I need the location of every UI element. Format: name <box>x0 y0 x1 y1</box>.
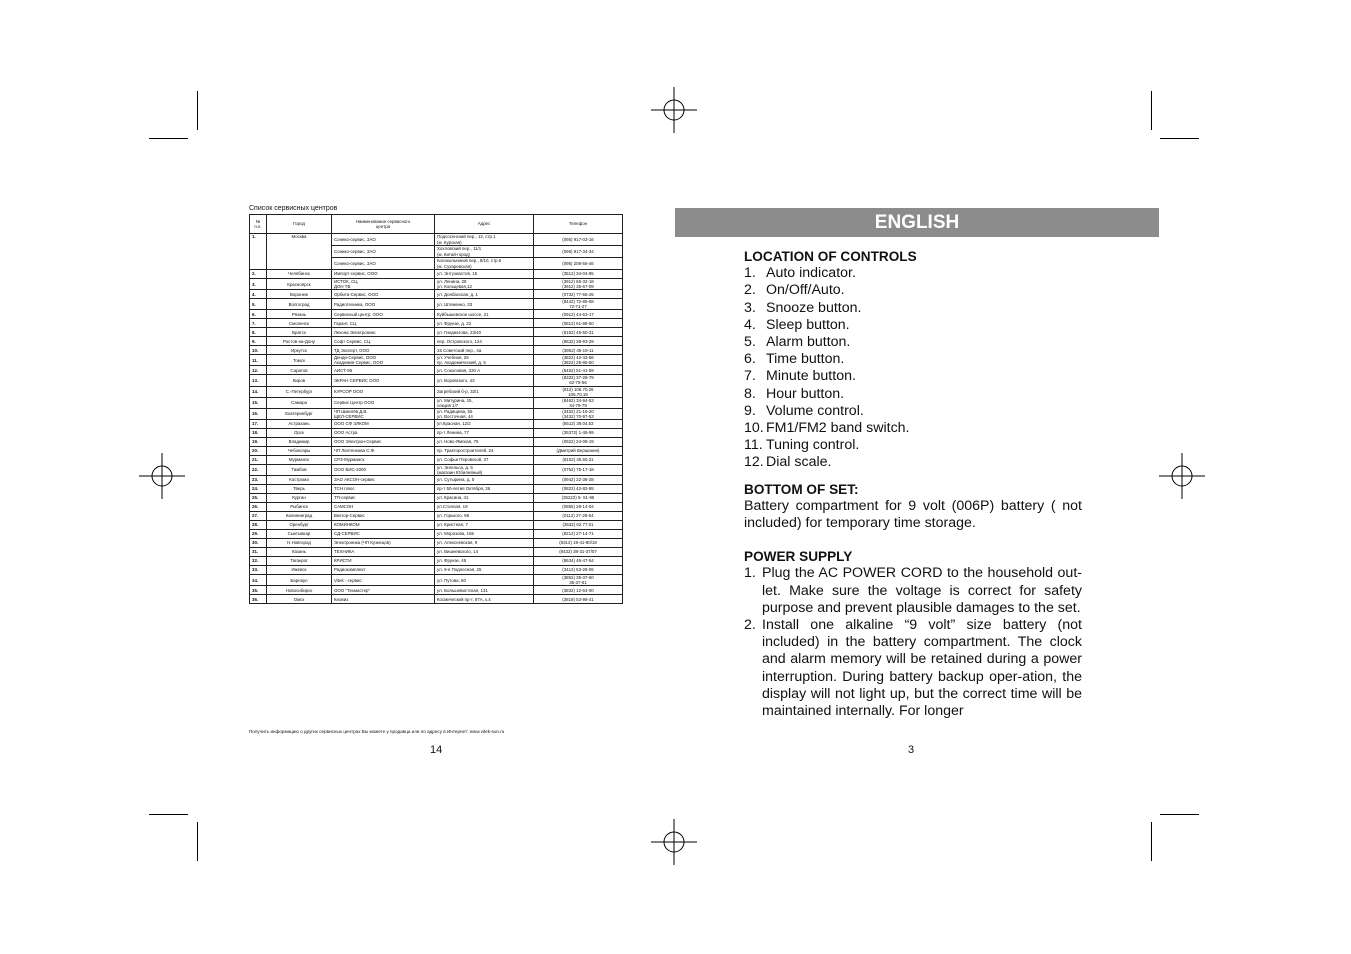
crop-mark <box>1160 138 1199 139</box>
table-cell: пр. Тракторостроителей, 24 <box>435 446 534 455</box>
table-header-cell: Наименование сервисного центра <box>332 215 435 234</box>
registration-mark-icon <box>651 819 697 865</box>
item-number: 3. <box>744 299 756 316</box>
table-cell: 16. <box>250 408 267 419</box>
table-cell: ул. Энгельса, д. 5 (магазин Юбилейный) <box>435 464 534 475</box>
table-cell: ул.Стоялая, 19 <box>435 503 534 512</box>
table-header-cell: № п.п. <box>250 215 267 234</box>
table-cell: (8212) 27-14-71 <box>534 530 623 539</box>
table-cell: (3819) 53-98-41 <box>534 595 623 604</box>
table-cell: Таганрог <box>267 557 332 566</box>
registration-mark-icon <box>1159 453 1205 499</box>
table-cell: ООО Электрон-Сервис <box>332 437 435 446</box>
item-text: Tuning control. <box>766 437 860 454</box>
table-cell: ул. Ново-Ямская, 75 <box>435 437 534 446</box>
table-row <box>250 557 623 566</box>
item-text: Snooze button. <box>766 299 862 316</box>
page-number-left: 14 <box>430 744 443 756</box>
table-cell: 22. <box>250 464 267 475</box>
list-item <box>744 368 1082 385</box>
power-list <box>744 565 1082 720</box>
table-cell: (8442) 72-85-58 72-71-27 <box>534 299 623 310</box>
table-cell: ООО БИС-2000 <box>332 464 435 475</box>
table-cell: Екатеринбург <box>267 408 332 419</box>
list-item <box>744 334 1082 351</box>
item-number: 5. <box>744 334 756 351</box>
table-row <box>250 397 623 408</box>
power-heading: POWER SUPPLY <box>744 549 853 565</box>
table-cell: Импорт-сервис, ООО <box>332 270 435 279</box>
bottom-text: Battery compartment for 9 volt (006P) battery ( not included) for temporary time storage. <box>744 497 1082 532</box>
table-cell: Денди-Сервис, ООО Академия Сервис, ООО <box>332 355 435 366</box>
table-cell: ул. Гиндиатова, 23/40 <box>435 328 534 337</box>
table-cell: 32. <box>250 557 267 566</box>
table-row <box>250 530 623 539</box>
table-row <box>250 437 623 446</box>
table-row <box>250 299 623 310</box>
table-cell: Москва <box>267 234 332 270</box>
table-cell: Гарант, СЦ <box>332 319 435 328</box>
table-cell: ул.Красная, 12/2 <box>435 419 534 428</box>
table-cell: Саратов <box>267 366 332 375</box>
table-cell: ул. Воровского, 43 <box>435 375 534 386</box>
table-cell: Ижевск <box>267 566 332 575</box>
table-cell: Самара <box>267 397 332 408</box>
crop-mark <box>149 814 188 815</box>
table-cell: ул. Горького, 98 <box>435 512 534 521</box>
table-cell: (812) 106.70.26 106.70.19 <box>534 386 623 397</box>
table-cell: (8152) 45-50-31 <box>534 328 623 337</box>
table-cell: (0942) 22-36-28 <box>534 476 623 485</box>
table-row <box>250 485 623 494</box>
table-cell: (3822) 42-43-56 (3822) 25-85-50 <box>534 355 623 366</box>
table-row <box>250 310 623 319</box>
table-cell: Сыктывкар <box>267 530 332 539</box>
table-cell: ЧП Шмелёв Д.В. ЩЕЛ-СЕРВИС <box>332 408 435 419</box>
table-cell: Барнаул <box>267 575 332 586</box>
item-text: Volume control. <box>766 402 864 419</box>
table-cell: (0822) 42-82-95 <box>534 485 623 494</box>
table-cell: Чебоксары <box>267 446 332 455</box>
table-cell: (095) 917-03-16 <box>534 234 623 246</box>
item-number: 6. <box>744 351 756 368</box>
table-cell: (0912) 44-63-17 <box>534 310 623 319</box>
table-cell: 10. <box>250 346 267 355</box>
table-cell: Новосибирск <box>267 586 332 595</box>
registration-mark-icon <box>139 453 185 499</box>
table-header-cell: Адрес <box>435 215 534 234</box>
list-item <box>744 403 1082 420</box>
table-cell: 31. <box>250 548 267 557</box>
registration-mark-icon <box>651 87 697 133</box>
table-cell: ул. Штеменко, 33 <box>435 299 534 310</box>
table-cell: (3512) 34-04-95 <box>534 270 623 279</box>
table-row <box>250 375 623 386</box>
table-cell: (8312) 19-41-80/18 <box>534 539 623 548</box>
table-cell: С.-Петербург <box>267 386 332 397</box>
service-footer-note: Получить информацию о других сервисных центрах Вы можете у продавца или по адресу в Интернет: www.vitek-sun.ru <box>249 729 505 734</box>
table-cell: 23. <box>250 476 267 485</box>
table-cell: (0855) 28-14-04 <box>534 503 623 512</box>
crop-mark <box>1160 814 1199 815</box>
table-cell: Кновиз <box>332 595 435 604</box>
table-cell: Н.Новгород <box>267 539 332 548</box>
table-cell: ЭКРАН СЕРВИС ООО <box>332 375 435 386</box>
item-text: Dial scale. <box>766 454 832 471</box>
controls-list <box>744 265 1082 471</box>
table-row <box>250 446 623 455</box>
item-number: 11. <box>744 437 763 454</box>
table-cell: 1. <box>250 234 267 270</box>
item-number: 2. <box>744 282 756 299</box>
table-row <box>250 586 623 595</box>
item-number: 1. <box>744 565 756 582</box>
table-cell: ул. Вишневского, 14 <box>435 548 534 557</box>
table-header-cell: Город <box>267 215 332 234</box>
list-item <box>744 300 1082 317</box>
table-cell: 21. <box>250 455 267 464</box>
table-cell: ООО "Техмастер" <box>332 586 435 595</box>
controls-heading: LOCATION OF CONTROLS <box>744 249 917 264</box>
table-cell: АИСТ-95 <box>332 366 435 375</box>
table-cell: Смоленск <box>267 319 332 328</box>
list-item <box>744 351 1082 368</box>
table-row <box>250 386 623 397</box>
page-number-right: 3 <box>908 744 915 756</box>
table-cell: 12. <box>250 366 267 375</box>
table-cell: СРЗ-Мурманск <box>332 455 435 464</box>
table-cell: Лекона Электроникс <box>332 328 435 337</box>
table-cell: ул. Красина, 41 <box>435 494 534 503</box>
table-cell: ТСН плюс <box>332 485 435 494</box>
table-cell: 25. <box>250 494 267 503</box>
table-row <box>250 290 623 299</box>
table-cell: ТЕХНИКА <box>332 548 435 557</box>
table-cell: 15 Советский пер., 4а <box>435 346 534 355</box>
table-cell: Тамбов <box>267 464 332 475</box>
table-cell: Электроника (ЧП Кузнецов) <box>332 539 435 548</box>
table-cell: ул. Фрунзе, д. 22 <box>435 319 534 328</box>
table-row <box>250 494 623 503</box>
table-cell: КОМИНКОМ <box>332 521 435 530</box>
table-cell: 29. <box>250 530 267 539</box>
list-item <box>744 617 1082 720</box>
table-row <box>250 419 623 428</box>
table-row <box>250 548 623 557</box>
table-cell: (35372) 1-45-99 <box>534 428 623 437</box>
table-cell: 24. <box>250 485 267 494</box>
table-cell: Радиокомплект <box>332 566 435 575</box>
table-row <box>250 355 623 366</box>
table-row <box>250 346 623 355</box>
table-cell: 35. <box>250 586 267 595</box>
crop-mark <box>149 138 188 139</box>
table-cell: 30. <box>250 539 267 548</box>
item-number: 2. <box>744 617 756 634</box>
table-cell: (35222) 5- 51-95 <box>534 494 623 503</box>
list-item <box>744 386 1082 403</box>
table-cell: 15. <box>250 397 267 408</box>
table-cell: (8152) 45.50.31 <box>534 455 623 464</box>
table-cell: Калининград <box>267 512 332 521</box>
table-cell: 36. <box>250 595 267 604</box>
table-cell: Волгоград <box>267 299 332 310</box>
list-item <box>744 565 1082 617</box>
table-row <box>250 319 623 328</box>
table-cell: ТД Эксперт, ООО <box>332 346 435 355</box>
table-cell: Загребский б-р, 33/1 <box>435 386 534 397</box>
table-cell: 6. <box>250 310 267 319</box>
table-cell: ул. Энтузиастов, 15 <box>435 270 534 279</box>
table-cell: Братск <box>267 328 332 337</box>
table-row <box>250 455 623 464</box>
table-cell: 20. <box>250 446 267 455</box>
item-text: Plug the AC POWER CORD to the household out-let. Make sure the voltage is correct for safety purpose and prevent plausible damages to the set. <box>762 565 1082 616</box>
table-cell: 4. <box>250 290 267 299</box>
table-cell: Куйбышевское шоссе, 21 <box>435 310 534 319</box>
table-cell: Рыбинск <box>267 503 332 512</box>
table-cell: (3852) 35-37-50 35-37-51 <box>534 575 623 586</box>
crop-mark <box>1151 822 1152 861</box>
table-cell: 28. <box>250 521 267 530</box>
item-text: Alarm button. <box>766 334 851 351</box>
table-cell: (3532) 62.77.01 <box>534 521 623 530</box>
table-cell: Киров <box>267 375 332 386</box>
table-cell: Vitek - сервис <box>332 575 435 586</box>
table-cell: Астрахань <box>267 419 332 428</box>
list-item <box>744 317 1082 334</box>
table-cell: 18. <box>250 428 267 437</box>
table-cell: Подсосенский пер., 12, стр.1 (м. Курская) <box>435 234 534 246</box>
table-cell: Казань <box>267 548 332 557</box>
bottom-heading: BOTTOM OF SET: <box>744 481 859 497</box>
item-number: 1. <box>744 265 756 282</box>
table-cell: 19. <box>250 437 267 446</box>
item-text: Auto indicator. <box>766 265 856 282</box>
table-row <box>250 539 623 548</box>
table-cell: (095) 208-56-46 <box>534 258 623 270</box>
list-item <box>744 437 1082 454</box>
table-cell: Кострома <box>267 476 332 485</box>
table-cell: (8332) 37-28-79 62-79-56 <box>534 375 623 386</box>
table-cell: ул. Радищева, 55 ул. Восточная, 44 <box>435 408 534 419</box>
table-cell: 8. <box>250 328 267 337</box>
table-cell: Софт Сервис, СЦ <box>332 337 435 346</box>
table-row <box>250 503 623 512</box>
table-cell: пр-т Ленина, 77 <box>435 428 534 437</box>
table-cell: Владимир <box>267 437 332 446</box>
table-row <box>250 270 623 279</box>
table-cell: 9. <box>250 337 267 346</box>
table-cell: ул. Софьи Перовской, 37 <box>435 455 534 464</box>
table-cell: ул. 9-я Подлесная, 25 <box>435 566 534 575</box>
table-cell: Челябинск <box>267 270 332 279</box>
table-cell: ул. Учебная, 26 пр. Академический, д. 5 <box>435 355 534 366</box>
service-centers-title: Список сервисных центров <box>249 205 338 212</box>
table-cell: 13. <box>250 375 267 386</box>
table-cell: ул. Путова, 60 <box>435 575 534 586</box>
table-cell: ул. Соколовая, 320 А <box>435 366 534 375</box>
table-row <box>250 337 623 346</box>
table-cell: (3952) 45-19-11 <box>534 346 623 355</box>
table-cell: ИСТОК, СЦ ДОН ТВ <box>332 279 435 290</box>
manual-content <box>744 248 1082 720</box>
table-row <box>250 328 623 337</box>
table-cell: (3412) 53-28-06 <box>534 566 623 575</box>
table-cell: пр-т 50-летия Октября, 36 <box>435 485 534 494</box>
table-cell: Томск <box>267 355 332 366</box>
table-cell: 26. <box>250 503 267 512</box>
item-text: Minute button. <box>766 368 856 385</box>
table-cell: ТП-сервис <box>332 494 435 503</box>
table-cell: (8462) 34-94-53 34-79-79 <box>534 397 623 408</box>
table-cell: Космический пр-т, 97А, к.4 <box>435 595 534 604</box>
table-cell: КУРСОР ООО <box>332 386 435 397</box>
table-row <box>250 476 623 485</box>
table-body <box>250 234 623 604</box>
table-cell: Иркутск <box>267 346 332 355</box>
table-header-cell: Телефон <box>534 215 623 234</box>
table-row <box>250 408 623 419</box>
table-cell: Радиотехника, ООО <box>332 299 435 310</box>
table-cell: (0752) 75-17-18 <box>534 464 623 475</box>
table-cell: Воронеж <box>267 290 332 299</box>
table-row <box>250 521 623 530</box>
crop-mark <box>197 822 198 861</box>
table-cell: 7. <box>250 319 267 328</box>
item-text: Sleep button. <box>766 316 850 333</box>
table-cell: Курган <box>267 494 332 503</box>
table-cell: (3912) 65-32-18 (3912) 35-67-09 <box>534 279 623 290</box>
table-cell: 33. <box>250 566 267 575</box>
table-cell: (0812) 61-88-50 <box>534 319 623 328</box>
item-text: FM1/FM2 band switch. <box>766 420 910 437</box>
table-row <box>250 234 623 246</box>
item-number: 10. <box>744 420 764 437</box>
table-cell: (Дмитрий Вершанин) <box>534 446 623 455</box>
table-cell: 11. <box>250 355 267 366</box>
item-text: Hour button. <box>766 385 845 402</box>
table-cell: (0112) 27-28-54 <box>534 512 623 521</box>
table-cell: Рязань <box>267 310 332 319</box>
item-text: On/Off/Auto. <box>766 282 845 299</box>
table-cell: ул. Морозова, 165 <box>435 530 534 539</box>
table-cell: 14. <box>250 386 267 397</box>
table-cell: (3432) 21-16-20 (3432) 70-97-53 <box>534 408 623 419</box>
table-row <box>250 595 623 604</box>
table-cell: СД-СЕРВИС <box>332 530 435 539</box>
table-cell: КРИСТИ <box>332 557 435 566</box>
table-cell: ЧП Лаптенкова С.Ф. <box>332 446 435 455</box>
table-cell: 5. <box>250 299 267 310</box>
table-cell: (8632) 38-93-29 <box>534 337 623 346</box>
table-cell: Хохловский пер., 11/1 (м. Китай-город) <box>435 246 534 258</box>
table-cell: Сонико-сервис, ЗАО <box>332 258 435 270</box>
table-row <box>250 464 623 475</box>
crop-mark <box>1151 91 1152 130</box>
item-text: Install one alkaline “9 volt” size battery (not included) in the battery compartment. The clock and alarm memory will be retained during a power interruption. During battery backup oper-ation, the display will not light up, but the correct time will be maintained internally. For longer <box>762 617 1082 720</box>
table-cell: Мурманск <box>267 455 332 464</box>
table-cell: Сонико-сервис, ЗАО <box>332 234 435 246</box>
table-cell: ул. Митурина, 15, секция 1/7 <box>435 397 534 408</box>
table-cell: Орбита-Сервис, ООО <box>332 290 435 299</box>
item-number: 8. <box>744 385 756 402</box>
item-number: 12. <box>744 454 764 471</box>
table-cell: (095) 917-34-34 <box>534 246 623 258</box>
table-row <box>250 566 623 575</box>
table-cell: ул. Сутырина, д. 5 <box>435 476 534 485</box>
table-header-row <box>250 215 623 234</box>
table-cell: 27. <box>250 512 267 521</box>
table-cell: Омск <box>267 595 332 604</box>
list-item <box>744 454 1082 471</box>
item-text: Time button. <box>766 351 845 368</box>
table-cell: ЗАО АКСОН-сервис <box>332 476 435 485</box>
table-cell: 2. <box>250 270 267 279</box>
table-cell: ул. Ленина, 28 ул. Кольцевая,12 <box>435 279 534 290</box>
table-cell: Колокольников пер., 9/10, стр.5 (м. Сухаревская) <box>435 258 534 270</box>
table-cell: ул. Большевистская, 131 <box>435 586 534 595</box>
table-row <box>250 366 623 375</box>
table-cell: пер. Островского, 124 <box>435 337 534 346</box>
table-cell: ул. Кристная, 7 <box>435 521 534 530</box>
table-cell: (0922) 24-08-19 <box>534 437 623 446</box>
table-cell: САМСОН <box>332 503 435 512</box>
table-cell: ООО Астра <box>332 428 435 437</box>
list-item <box>744 282 1082 299</box>
table-cell: Оренбург <box>267 521 332 530</box>
table-cell: 34. <box>250 575 267 586</box>
table-cell: ул. Донбасская, д. 1 <box>435 290 534 299</box>
table-row <box>250 428 623 437</box>
table-cell: ул. Фрунзе, 45 <box>435 557 534 566</box>
item-number: 7. <box>744 368 756 385</box>
table-cell: 17. <box>250 419 267 428</box>
list-item <box>744 265 1082 282</box>
table-cell: (8634) 46-47-54 <box>534 557 623 566</box>
crop-mark <box>197 91 198 130</box>
table-cell: Орск <box>267 428 332 437</box>
table-cell: Сонико-сервис, ЗАО <box>332 246 435 258</box>
service-centers-table <box>249 214 623 604</box>
table-cell: (3832) 12-54-00 <box>534 586 623 595</box>
table-row <box>250 575 623 586</box>
table-cell: Сервис Центр ООО <box>332 397 435 408</box>
table-row <box>250 279 623 290</box>
list-item <box>744 420 1082 437</box>
table-cell: Красноярск <box>267 279 332 290</box>
table-cell: ООО СФ ЭЛКОМ <box>332 419 435 428</box>
item-number: 9. <box>744 402 756 419</box>
table-cell: Тверь <box>267 485 332 494</box>
table-cell: (8432) 38-31-37/07 <box>534 548 623 557</box>
table-cell: (0732) 77-55-25 <box>534 290 623 299</box>
table-cell: ул. Алексеевская, 9 <box>435 539 534 548</box>
item-number: 4. <box>744 316 756 333</box>
table-cell: Ростов-на-Дону <box>267 337 332 346</box>
table-cell: 3. <box>250 279 267 290</box>
table-cell: (8512) 39.04.53 <box>534 419 623 428</box>
table-cell: (8452) 51-41-59 <box>534 366 623 375</box>
table-cell: Вектор-Сервис <box>332 512 435 521</box>
table-row <box>250 512 623 521</box>
table-cell: Сервисный центр, ООО <box>332 310 435 319</box>
language-section-band: ENGLISH <box>675 208 1159 237</box>
